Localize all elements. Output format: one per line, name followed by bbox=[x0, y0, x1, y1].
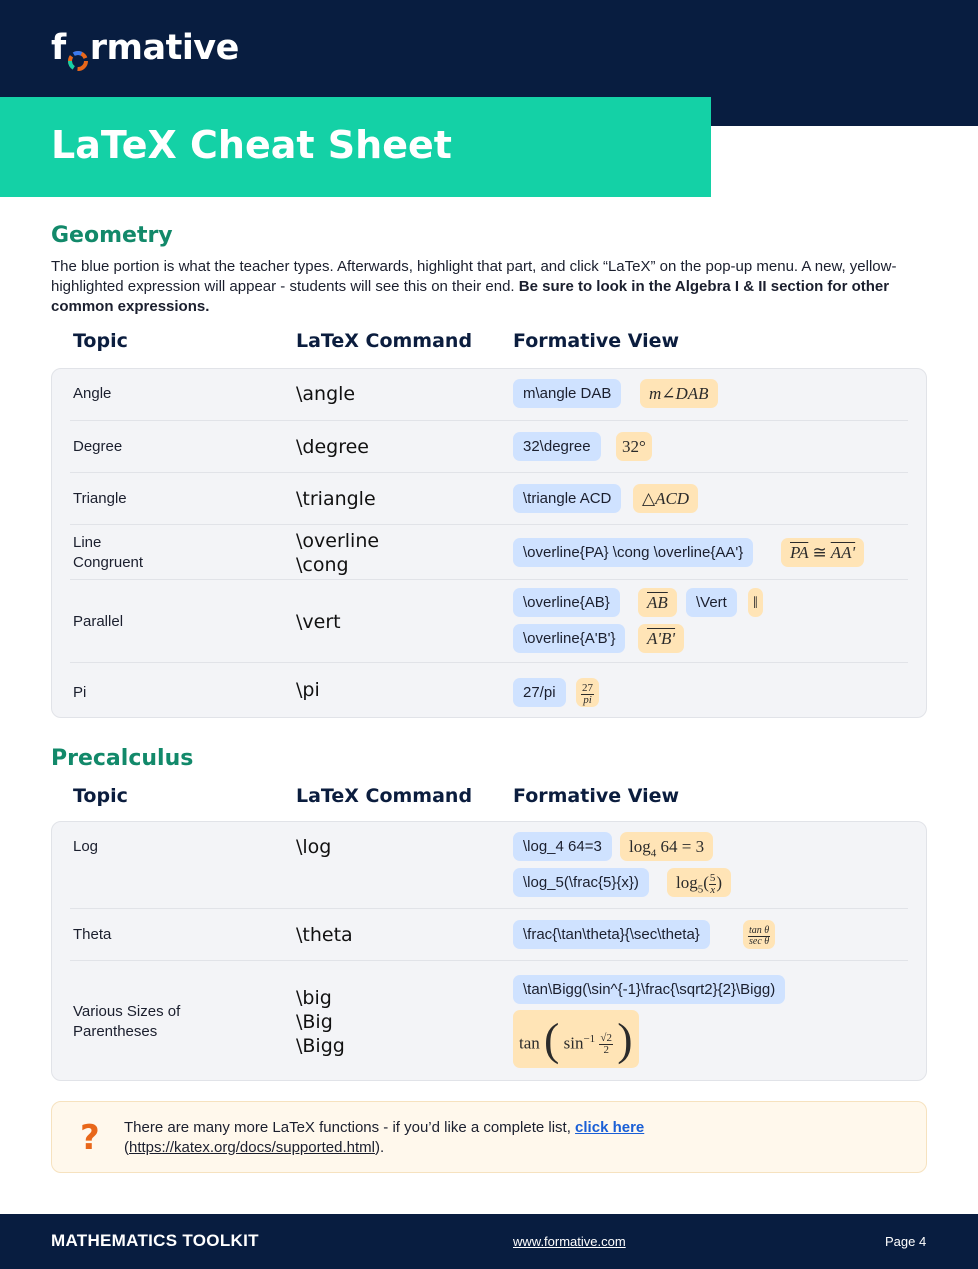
logo-text-end: rmative bbox=[89, 28, 239, 68]
topic-various-sizes: Various Sizes of bbox=[73, 1003, 181, 1020]
command-Big: \Big bbox=[296, 1011, 333, 1033]
topic-pi: Pi bbox=[73, 684, 87, 701]
left-paren: ( bbox=[703, 873, 709, 892]
geometry-col-topic: Topic bbox=[73, 330, 128, 352]
fraction-numerator: tan θ bbox=[749, 924, 770, 936]
latex-input-pi: 27/pi bbox=[513, 678, 566, 707]
command-degree: \degree bbox=[296, 436, 369, 458]
rendered-cong-symbol: ≅ bbox=[812, 543, 827, 562]
rendered-theta bbox=[743, 920, 775, 949]
rendered-degree-text: 32° bbox=[622, 437, 646, 456]
fraction-denominator: 2 bbox=[603, 1044, 609, 1057]
latex-input-overline-ab: \overline{AB} bbox=[513, 588, 620, 617]
rendered-segment-pa: $\overline{PA}$ bbox=[790, 543, 809, 562]
log-rest: 64 = 3 bbox=[656, 837, 705, 856]
latex-input-triangle: \triangle ACD bbox=[513, 484, 621, 513]
row-divider bbox=[70, 908, 908, 909]
latex-input-congruent: \overline{PA} \cong \overline{AA'} bbox=[513, 538, 753, 567]
footer-page-number: Page 4 bbox=[885, 1234, 927, 1249]
topic-angle: Angle bbox=[73, 385, 112, 402]
topic-parentheses bbox=[73, 1002, 180, 1042]
log-base: 4 bbox=[650, 847, 657, 860]
topic-theta: Theta bbox=[73, 926, 112, 943]
rendered-segment-aa: AA' bbox=[830, 543, 856, 562]
latex-input-theta: \frac{\tan\theta}{\sec\theta} bbox=[513, 920, 710, 949]
log-fn: log bbox=[676, 873, 698, 892]
rendered-log-1 bbox=[620, 832, 713, 861]
rendered-pi-fraction bbox=[581, 683, 594, 706]
latex-input-log-2: \log_5(\frac{5}{x}) bbox=[513, 868, 649, 897]
footer-toolkit-label: MATHEMATICS TOOLKIT bbox=[51, 1231, 259, 1250]
precalculus-section-title: Precalculus bbox=[51, 746, 194, 771]
logo-text-start: f bbox=[51, 28, 66, 68]
katex-docs-link[interactable]: https://katex.org/docs/supported.html bbox=[129, 1139, 375, 1156]
intro-bold-text: Be sure to look in the Algebra I & II section for other common expressions. bbox=[51, 278, 890, 315]
geometry-intro bbox=[51, 257, 931, 317]
row-divider bbox=[70, 579, 908, 580]
geometry-col-view: Formative View bbox=[513, 330, 680, 352]
right-paren: ) bbox=[716, 873, 723, 892]
fraction-denominator: sec θ bbox=[749, 935, 770, 947]
bigg-right-paren: ) bbox=[617, 1013, 633, 1065]
fraction-numerator: 5 bbox=[709, 871, 716, 884]
formative-logo[interactable] bbox=[51, 24, 239, 72]
latex-input-vert: \Vert bbox=[686, 588, 737, 617]
footer-bar bbox=[0, 1214, 978, 1269]
geometry-col-command: LaTeX Command bbox=[296, 330, 473, 352]
command-cong: \cong bbox=[296, 554, 349, 576]
rendered-vert bbox=[748, 588, 763, 617]
precalculus-table bbox=[51, 821, 927, 1081]
more-functions-callout bbox=[51, 1101, 927, 1173]
rendered-log-2 bbox=[667, 868, 731, 897]
rendered-double-bar: ‖ bbox=[753, 593, 758, 612]
command-big: \big bbox=[296, 987, 332, 1009]
rendered-pi bbox=[576, 678, 599, 707]
topic-triangle: Triangle bbox=[73, 490, 127, 507]
command-Bigg: \Bigg bbox=[296, 1035, 345, 1057]
bigg-exponent: −1 bbox=[583, 1033, 596, 1045]
command-angle: \angle bbox=[296, 383, 356, 405]
latex-input-degree: 32\degree bbox=[513, 432, 601, 461]
geometry-section-title: Geometry bbox=[51, 223, 173, 248]
command-parallel: \vert bbox=[296, 611, 341, 633]
command-line-congruent bbox=[296, 529, 379, 577]
latex-input-angle: m\angle DAB bbox=[513, 379, 621, 408]
row-divider bbox=[70, 960, 908, 961]
callout-text-end: ). bbox=[374, 1139, 385, 1156]
click-here-link[interactable]: click here bbox=[575, 1119, 645, 1136]
topic-parentheses-label: Parentheses bbox=[73, 1023, 158, 1040]
command-overline: \overline bbox=[296, 530, 380, 552]
rendered-bigg bbox=[513, 1010, 639, 1068]
precalc-col-view: Formative View bbox=[513, 785, 680, 807]
rendered-degree bbox=[616, 432, 652, 461]
rendered-angle: m∠DAB bbox=[640, 379, 718, 408]
topic-log: Log bbox=[73, 838, 99, 855]
command-pi: \pi bbox=[296, 679, 320, 701]
rendered-overline-a-b bbox=[638, 624, 684, 653]
title-banner bbox=[0, 97, 711, 197]
intro-plain-text: The blue portion is what the teacher types. Afterwards, highlight that part, and click “LaTeX” on the pop-up menu. A new, yellow-highlighted expression will appear - students will see this on their end. bbox=[51, 258, 897, 295]
fraction-denominator: x bbox=[710, 883, 716, 896]
command-sizes bbox=[296, 986, 345, 1058]
callout-paren-open: ( bbox=[124, 1139, 129, 1156]
log-fn: log bbox=[629, 837, 651, 856]
fraction-denominator: pi bbox=[583, 693, 592, 706]
row-divider bbox=[70, 662, 908, 663]
command-log: \log bbox=[296, 836, 332, 858]
row-divider bbox=[70, 524, 908, 525]
command-theta: \theta bbox=[296, 924, 353, 946]
latex-input-bigg: \tan\Bigg(\sin^{-1}\frac{\sqrt2}{2}\Bigg) bbox=[513, 975, 785, 1004]
callout-text-start: There are many more LaTeX functions - if you’d like a complete list, bbox=[124, 1119, 576, 1136]
callout-text bbox=[124, 1118, 894, 1158]
log-base: 5 bbox=[697, 883, 704, 896]
footer-website-link[interactable]: www.formative.com bbox=[513, 1234, 626, 1249]
rendered-segment-ab: $\overline{AB}$ bbox=[647, 593, 668, 612]
topic-parallel: Parallel bbox=[73, 613, 124, 630]
topic-degree: Degree bbox=[73, 438, 123, 455]
latex-input-overline-a-b: \overline{A'B'} bbox=[513, 624, 625, 653]
rendered-segment-a-b: A'B' bbox=[647, 629, 676, 648]
rendered-triangle: △ACD bbox=[633, 484, 698, 513]
bigg-sin: sin bbox=[563, 1033, 584, 1053]
logo-o-icon bbox=[67, 50, 89, 72]
rendered-overline-ab bbox=[638, 588, 677, 617]
fraction-numerator: √2 bbox=[600, 1032, 612, 1045]
precalc-col-command: LaTeX Command bbox=[296, 785, 473, 807]
latex-input-log-1: \log_4 64=3 bbox=[513, 832, 612, 861]
topic-congruent: Congruent bbox=[73, 554, 144, 571]
question-mark-icon: ? bbox=[80, 1118, 100, 1158]
topic-line-congruent bbox=[73, 533, 143, 573]
row-divider bbox=[70, 472, 908, 473]
precalc-col-topic: Topic bbox=[73, 785, 128, 807]
bigg-fraction bbox=[599, 1033, 613, 1056]
topic-line: Line bbox=[73, 534, 102, 551]
theta-fraction bbox=[748, 926, 770, 947]
bigg-tan: tan bbox=[519, 1033, 540, 1053]
fraction-numerator: 27 bbox=[582, 681, 593, 694]
rendered-congruent bbox=[781, 538, 864, 567]
row-divider bbox=[70, 420, 908, 421]
command-triangle: \triangle bbox=[296, 488, 376, 510]
bigg-left-paren: ( bbox=[544, 1013, 560, 1065]
page-title: LaTeX Cheat Sheet bbox=[51, 123, 452, 167]
